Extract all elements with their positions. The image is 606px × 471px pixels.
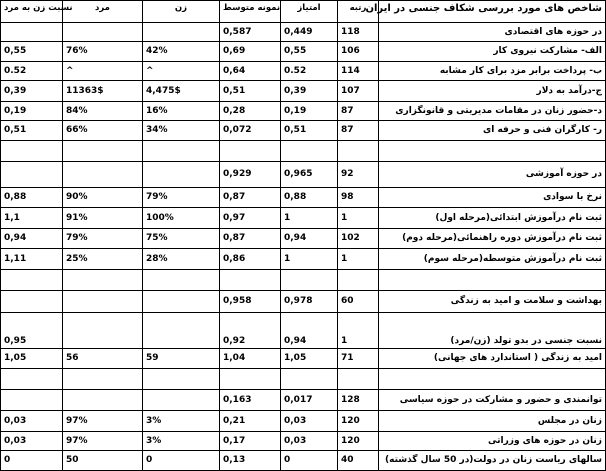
- cell-indicator: امید به زندگی ( استاندارد های جهانی): [379, 349, 606, 369]
- table-row: [1, 349, 606, 369]
- cell-avg: 0,587: [220, 23, 281, 42]
- table-row: [1, 162, 606, 188]
- cell-ratio: 0,03: [1, 432, 63, 451]
- cell-female: [143, 162, 220, 188]
- cell-indicator: [379, 369, 606, 390]
- cell-score: 0,88: [281, 188, 338, 208]
- cell-avg: [220, 369, 281, 390]
- cell-female: [143, 291, 220, 313]
- cell-indicator: بهداشت و سلامت و امید به زندگی: [379, 291, 606, 313]
- cell-female: 3%: [143, 432, 220, 451]
- cell-male: 66%: [63, 121, 143, 141]
- cell-male: [63, 270, 143, 291]
- cell-indicator: د-حضور زنان در مقامات مدیریتی و قانونگزاری: [379, 102, 606, 121]
- cell-male: ^: [63, 62, 143, 81]
- cell-ratio: 1,1: [1, 208, 63, 229]
- header-female: زن: [143, 1, 220, 23]
- cell-score: 0,978: [281, 291, 338, 313]
- cell-avg: 0,86: [220, 249, 281, 270]
- cell-male: 50: [63, 451, 143, 471]
- cell-rank: 120: [338, 432, 379, 451]
- cell-rank: 98: [338, 188, 379, 208]
- cell-score: 0: [281, 451, 338, 471]
- header-ratio: نسبت زن به مرد: [1, 1, 63, 23]
- cell-female: 3%: [143, 411, 220, 432]
- cell-ratio: 0,19: [1, 102, 63, 121]
- cell-ratio: 0: [1, 451, 63, 471]
- table-row: [1, 208, 606, 229]
- cell-indicator: نسبت جنسی در بدو تولد (زن/مرد): [379, 313, 606, 349]
- cell-score: 0,51: [281, 121, 338, 141]
- cell-male: [63, 369, 143, 390]
- cell-ratio: 0,03: [1, 411, 63, 432]
- cell-ratio: 0.52: [1, 62, 63, 81]
- cell-female: 75%: [143, 229, 220, 249]
- cell-ratio: 0,51: [1, 121, 63, 141]
- cell-indicator: ج-درآمد به دلار: [379, 81, 606, 102]
- cell-rank: 106: [338, 42, 379, 62]
- cell-avg: 0,51: [220, 81, 281, 102]
- table-row: [1, 369, 606, 390]
- cell-male: 97%: [63, 411, 143, 432]
- cell-score: 1,05: [281, 349, 338, 369]
- cell-indicator: الف- مشارکت نیروی کار: [379, 42, 606, 62]
- table-row: [1, 23, 606, 42]
- cell-ratio: 0,39: [1, 81, 63, 102]
- cell-score: 0.52: [281, 62, 338, 81]
- cell-male: [63, 291, 143, 313]
- cell-rank: 87: [338, 102, 379, 121]
- cell-avg: 0,958: [220, 291, 281, 313]
- cell-avg: 0,13: [220, 451, 281, 471]
- cell-rank: 60: [338, 291, 379, 313]
- cell-avg: 0,929: [220, 162, 281, 188]
- cell-rank: [338, 369, 379, 390]
- table-row: [1, 390, 606, 411]
- cell-male: 56: [63, 349, 143, 369]
- cell-avg: 0,87: [220, 188, 281, 208]
- cell-female: 100%: [143, 208, 220, 229]
- cell-rank: 107: [338, 81, 379, 102]
- cell-indicator: توانمندی و حضور و مشارکت در حوزه سیاسی: [379, 390, 606, 411]
- cell-male: 79%: [63, 229, 143, 249]
- cell-score: 0,017: [281, 390, 338, 411]
- table-row: [1, 102, 606, 121]
- cell-ratio: 1,11: [1, 249, 63, 270]
- cell-male: 25%: [63, 249, 143, 270]
- cell-avg: 0,17: [220, 432, 281, 451]
- cell-score: 1: [281, 249, 338, 270]
- cell-male: 90%: [63, 188, 143, 208]
- cell-female: [143, 390, 220, 411]
- table-row: [1, 270, 606, 291]
- cell-avg: 0,072: [220, 121, 281, 141]
- cell-female: 42%: [143, 42, 220, 62]
- cell-rank: 40: [338, 451, 379, 471]
- cell-ratio: 0,95: [1, 313, 63, 349]
- cell-female: 4,475$: [143, 81, 220, 102]
- cell-score: 0,449: [281, 23, 338, 42]
- table-row: [1, 62, 606, 81]
- cell-female: [143, 369, 220, 390]
- cell-female: [143, 313, 220, 349]
- cell-avg: 0,64: [220, 62, 281, 81]
- cell-avg: 0,21: [220, 411, 281, 432]
- cell-rank: 114: [338, 62, 379, 81]
- cell-indicator: [379, 270, 606, 291]
- cell-ratio: [1, 291, 63, 313]
- cell-indicator: در حوزه آموزشی: [379, 162, 606, 188]
- cell-rank: [338, 141, 379, 162]
- cell-score: [281, 270, 338, 291]
- cell-avg: 0,87: [220, 229, 281, 249]
- cell-avg: [220, 141, 281, 162]
- cell-rank: 71: [338, 349, 379, 369]
- cell-score: 0,03: [281, 411, 338, 432]
- cell-rank: 1: [338, 249, 379, 270]
- cell-rank: 118: [338, 23, 379, 42]
- cell-avg: 1,04: [220, 349, 281, 369]
- cell-male: 84%: [63, 102, 143, 121]
- cell-ratio: [1, 369, 63, 390]
- cell-ratio: [1, 141, 63, 162]
- cell-avg: 0,69: [220, 42, 281, 62]
- cell-score: [281, 141, 338, 162]
- table-row: [1, 432, 606, 451]
- cell-avg: [220, 270, 281, 291]
- cell-male: 91%: [63, 208, 143, 229]
- cell-indicator: سالهای ریاست زنان در دولت(در 50 سال گذشته): [379, 451, 606, 471]
- cell-score: 0,03: [281, 432, 338, 451]
- cell-female: 0: [143, 451, 220, 471]
- cell-avg: 0,92: [220, 313, 281, 349]
- cell-male: 76%: [63, 42, 143, 62]
- cell-female: ^: [143, 62, 220, 81]
- cell-indicator: زنان در حوزه های وزراتی: [379, 432, 606, 451]
- cell-score: [281, 369, 338, 390]
- cell-score: 1: [281, 208, 338, 229]
- cell-indicator: نرخ با سوادی: [379, 188, 606, 208]
- cell-indicator: ثبت نام درآموزش ابتدائی(مرحله اول): [379, 208, 606, 229]
- cell-female: [143, 23, 220, 42]
- cell-ratio: [1, 23, 63, 42]
- cell-male: [63, 141, 143, 162]
- cell-ratio: [1, 390, 63, 411]
- cell-score: 0,19: [281, 102, 338, 121]
- cell-male: [63, 162, 143, 188]
- table-row: [1, 249, 606, 270]
- cell-male: [63, 23, 143, 42]
- header-rank: رتبه: [338, 1, 379, 23]
- cell-rank: 120: [338, 411, 379, 432]
- cell-male: 97%: [63, 432, 143, 451]
- header-indicator: شاخص های مورد بررسی شکاف جنسی در ایران: [379, 1, 606, 23]
- cell-avg: 0,28: [220, 102, 281, 121]
- cell-male: [63, 390, 143, 411]
- cell-female: 59: [143, 349, 220, 369]
- table-row: [1, 313, 606, 349]
- cell-rank: 87: [338, 121, 379, 141]
- header-male: مرد: [63, 1, 143, 23]
- cell-ratio: 0,55: [1, 42, 63, 62]
- cell-rank: 102: [338, 229, 379, 249]
- table-row: [1, 188, 606, 208]
- cell-rank: 128: [338, 390, 379, 411]
- cell-score: 0,94: [281, 313, 338, 349]
- header-row: [1, 1, 606, 23]
- cell-score: 0,965: [281, 162, 338, 188]
- cell-ratio: [1, 162, 63, 188]
- cell-female: 16%: [143, 102, 220, 121]
- cell-female: 79%: [143, 188, 220, 208]
- cell-indicator: ثبت نام درآموزش متوسطه(مرحله سوم): [379, 249, 606, 270]
- cell-indicator: ر- کارگران فنی و حرفه ای: [379, 121, 606, 141]
- table-row: [1, 451, 606, 471]
- cell-score: 0,55: [281, 42, 338, 62]
- table-row: [1, 121, 606, 141]
- cell-score: 0,94: [281, 229, 338, 249]
- cell-indicator: در حوزه های اقتصادی: [379, 23, 606, 42]
- table-row: [1, 291, 606, 313]
- cell-female: [143, 141, 220, 162]
- header-score: امتیاز: [281, 1, 338, 23]
- cell-ratio: 0,88: [1, 188, 63, 208]
- header-avg: نمونه متوسط: [220, 1, 281, 23]
- table-row: [1, 81, 606, 102]
- cell-ratio: 1,05: [1, 349, 63, 369]
- cell-indicator: زنان در مجلس: [379, 411, 606, 432]
- cell-indicator: ب- پرداخت برابر مزد برای کار مشابه: [379, 62, 606, 81]
- table-row: [1, 229, 606, 249]
- cell-rank: [338, 270, 379, 291]
- cell-male: [63, 313, 143, 349]
- cell-rank: 1: [338, 313, 379, 349]
- cell-score: 0,39: [281, 81, 338, 102]
- cell-male: 11363$: [63, 81, 143, 102]
- cell-female: [143, 270, 220, 291]
- cell-indicator: ثبت نام درآموزش دوره راهنمائی(مرحله دوم): [379, 229, 606, 249]
- cell-ratio: [1, 270, 63, 291]
- cell-female: 34%: [143, 121, 220, 141]
- table-row: [1, 411, 606, 432]
- cell-avg: 0,163: [220, 390, 281, 411]
- cell-indicator: [379, 141, 606, 162]
- cell-ratio: 0,94: [1, 229, 63, 249]
- table-row: [1, 42, 606, 62]
- cell-female: 28%: [143, 249, 220, 270]
- cell-rank: 92: [338, 162, 379, 188]
- cell-avg: 0,97: [220, 208, 281, 229]
- cell-rank: 1: [338, 208, 379, 229]
- table-row: [1, 141, 606, 162]
